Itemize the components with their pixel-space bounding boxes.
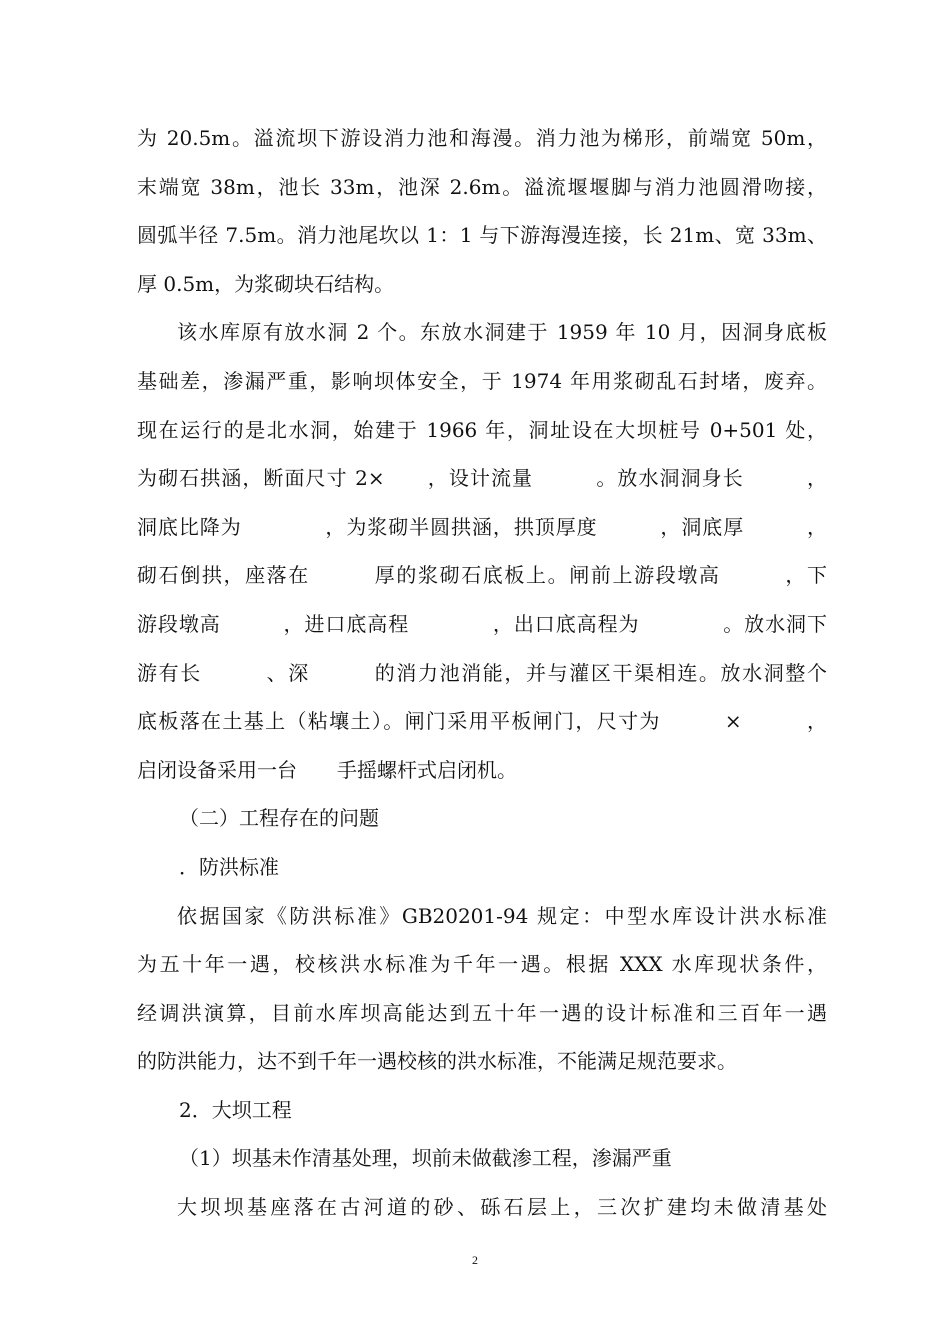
text-line: 2．大坝工程 <box>179 1097 292 1122</box>
text-line: 末端宽 38m，池长 33m，池深 2.6m。溢流堰堰脚与消力池圆滑吻接， <box>137 174 827 199</box>
page-number: 2 <box>472 1253 478 1267</box>
text-line: 该水库原有放水洞 2 个。东放水洞建于 1959 年 10 月，因洞身底板 <box>177 320 827 345</box>
text-line: 游段墩高 ，进口底高程 ，出口底高程为 。放水洞下 <box>137 611 827 636</box>
text-line: 基础差，渗漏严重，影响坝体安全，于 1974 年用浆砌乱石封堵，废弃。 <box>137 368 827 393</box>
text-line: 大坝坝基座落在古河道的砂、砾石层上，三次扩建均未做清基处 <box>177 1195 827 1220</box>
text-line: 游有长 、深 的消力池消能，并与灌区干渠相连。放水洞整个 <box>137 660 827 685</box>
text-line: （二）工程存在的问题 <box>179 806 379 831</box>
text-line: 底板落在土基上（粘壤土）。闸门采用平板闸门，尺寸为 × ， <box>137 709 827 734</box>
body-text <box>137 114 827 1232</box>
text-line: 依据国家《防洪标准》GB20201-94 规定：中型水库设计洪水标准 <box>177 903 827 928</box>
text-line: ．防洪标准 <box>179 854 279 879</box>
text-line: 为 20.5m。溢流坝下游设消力池和海漫。消力池为梯形，前端宽 50m， <box>137 126 827 150</box>
text-line: 洞底比降为 ，为浆砌半圆拱涵，拱顶厚度 ，洞底厚 ， <box>137 514 827 539</box>
text-line: 砌石倒拱，座落在 厚的浆砌石底板上。闸前上游段墩高 ，下 <box>137 563 827 588</box>
text-line: 圆弧半径 7.5m。消力池尾坎以 1：1 与下游海漫连接，长 21m、宽 33m、 <box>137 223 827 248</box>
text-line: 经调洪演算，目前水库坝高能达到五十年一遇的设计标准和三百年一遇 <box>137 1000 827 1025</box>
text-line: 为五十年一遇，校核洪水标准为千年一遇。根据 XXX 水库现状条件， <box>137 952 827 977</box>
text-line: 现在运行的是北水洞，始建于 1966 年，洞址设在大坝桩号 0+501 处， <box>137 417 827 442</box>
text-line: 为砌石拱涵，断面尺寸 2× ，设计流量 。放水洞洞身长 ， <box>137 466 827 491</box>
text-line: 的防洪能力，达不到千年一遇校核的洪水标准，不能满足规范要求。 <box>137 1049 737 1074</box>
text-line: 启闭设备采用一台 手摇螺杆式启闭机。 <box>137 757 517 782</box>
text-line: （1）坝基未作清基处理，坝前未做截渗工程，渗漏严重 <box>179 1146 672 1171</box>
text-line: 厚 0.5m，为浆砌块石结构。 <box>137 271 395 296</box>
